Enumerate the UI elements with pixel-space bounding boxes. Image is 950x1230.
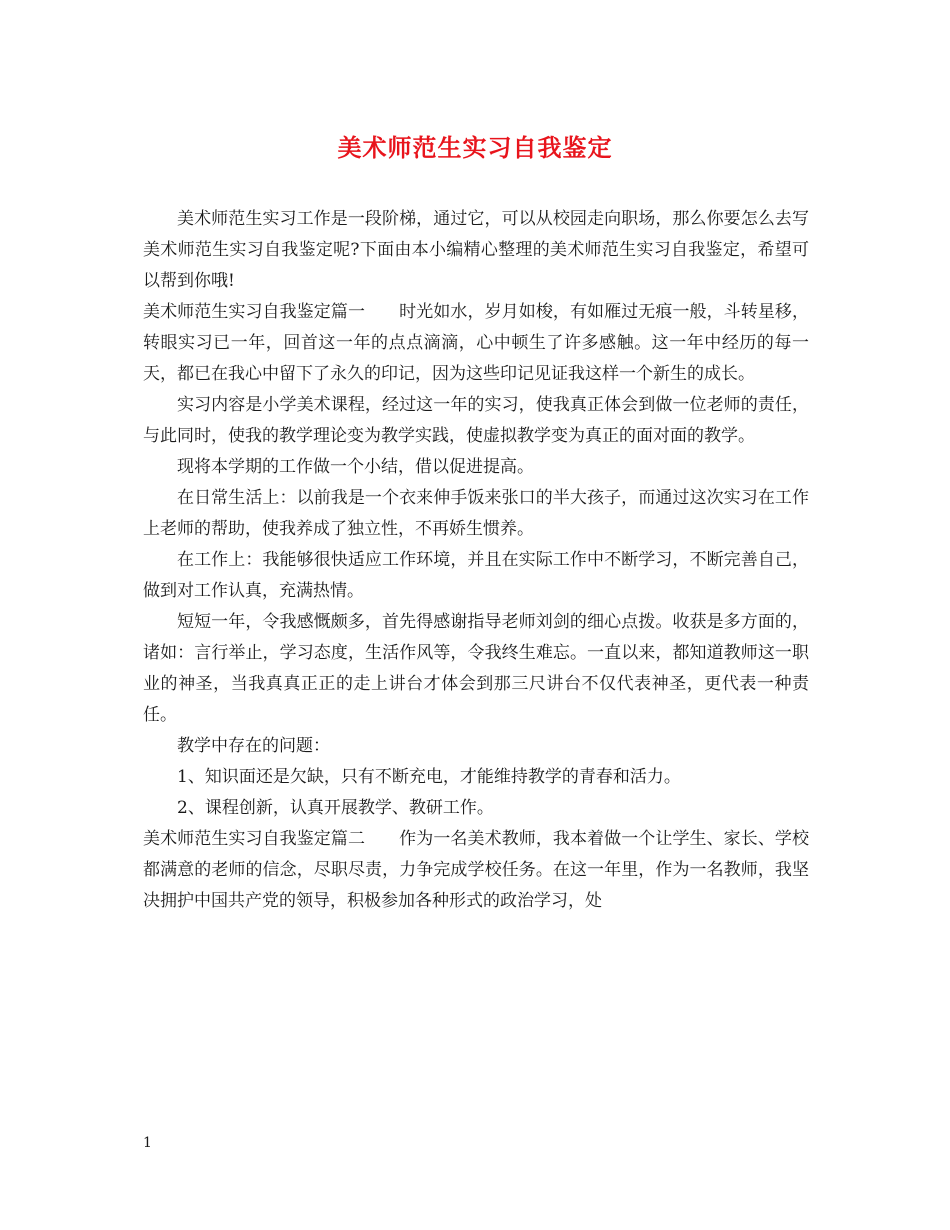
list-item: 1、知识面还是欠缺，只有不断充电，才能维持教学的青春和活力。 <box>177 767 681 787</box>
document-body <box>143 204 809 917</box>
document-title: 美术师范生实习自我鉴定 <box>337 133 613 162</box>
paragraph: 实习内容是小学美术课程，经过这一年的实习，使我真正体会到做一位老师的责任，与此同时，使我的教学理论变为教学实践，使虚拟教学变为真正的面对面的教学。 <box>143 395 809 446</box>
paragraph-intro: 美术师范生实习工作是一段阶梯，通过它，可以从校园走向职场，那么你要怎么去写美术师范生实习自我鉴定呢?下面由本小编精心整理的美术师范生实习自我鉴定，希望可以帮到你哦! <box>143 209 809 291</box>
paragraph-section-two: 美术师范生实习自我鉴定篇二 作为一名美术教师，我本着做一个让学生、家长、学校都满意的老师的信念，尽职尽责，力争完成学校任务。在这一年里，作为一名教师，我坚决拥护中国共产党的领导，积极参加各种形式的政治学习，处 <box>143 829 809 911</box>
paragraph: 在日常生活上：以前我是一个衣来伸手饭来张口的半大孩子，而通过这次实习在工作上老师的帮助，使我养成了独立性，不再娇生惯养。 <box>143 488 809 539</box>
paragraph: 短短一年，令我感慨颇多，首先得感谢指导老师刘剑的细心点拨。收获是多方面的，诸如：言行举止，学习态度，生活作风等，令我终生难忘。一直以来，都知道教师这一职业的神圣，当我真真正正的走上讲台才体会到那三尺讲台不仅代表神圣，更代表一种责任。 <box>143 612 809 725</box>
paragraph: 现将本学期的工作做一个小结，借以促进提高。 <box>177 457 534 477</box>
list-item: 2、课程创新，认真开展教学、教研工作。 <box>177 798 494 818</box>
paragraph: 在工作上：我能够很快适应工作环境，并且在实际工作中不断学习，不断完善自己，做到对工作认真，充满热情。 <box>143 550 809 601</box>
page-number: 1 <box>143 1135 152 1151</box>
paragraph-problems-heading: 教学中存在的问题： <box>177 736 330 756</box>
paragraph-section-one: 美术师范生实习自我鉴定篇一 时光如水，岁月如梭，有如雁过无痕一般，斗转星移，转眼实习已一年，回首这一年的点点滴滴，心中顿生了许多感触。这一年中经历的每一天，都已在我心中留下了永久的印记，因为这些印记见证我这样一个新生的成长。 <box>143 302 809 384</box>
